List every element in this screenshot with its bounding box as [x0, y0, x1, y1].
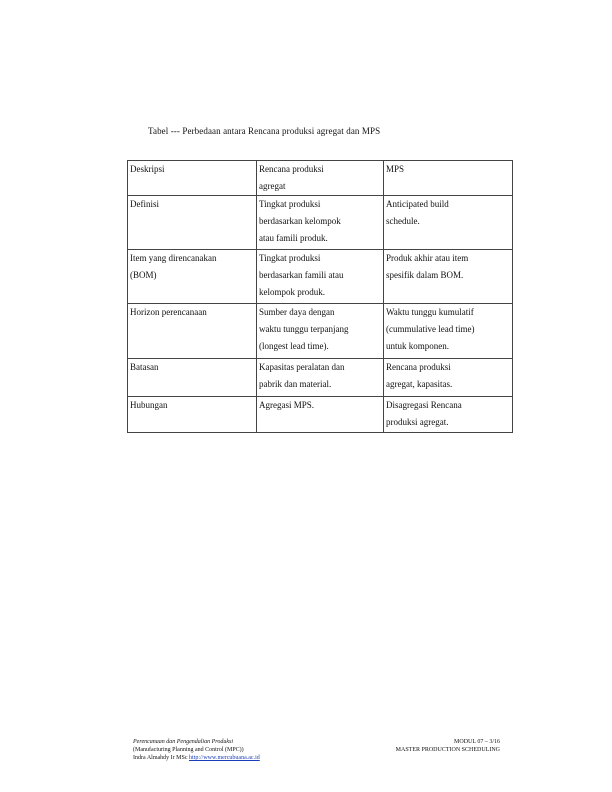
- table-cell-c2: [257, 304, 384, 359]
- cell-text-line: waktu tunggu terpanjang: [259, 324, 349, 334]
- cell-text-line: berdasarkan kelompok: [259, 216, 341, 226]
- cell-text-line: (cummulative lead time): [386, 324, 475, 334]
- table-row: [128, 359, 513, 397]
- table-cell-c2: [257, 250, 384, 304]
- cell-text-line: Hubungan: [130, 400, 168, 410]
- table-cell-c2: [257, 359, 384, 397]
- cell-text-line: atau famili produk.: [259, 233, 328, 243]
- footer-right: [396, 738, 500, 754]
- footer-module-title: MASTER PRODUCTION SCHEDULING: [395, 747, 500, 753]
- cell-text-line: kelompok produk.: [259, 287, 325, 297]
- cell-text-line: Produk akhir atau item: [386, 253, 469, 263]
- cell-text-line: Deskripsi: [130, 164, 165, 174]
- table-cell-c3: [384, 397, 513, 433]
- footer-left: [133, 738, 260, 762]
- table-caption: Tabel --- Perbedaan antara Rencana produksi agregat dan MPS: [148, 126, 381, 136]
- footer-course-subtitle: (Manufacturing Planning and Control (MPC)): [133, 747, 244, 753]
- cell-text-line: Disagregasi Rencana: [386, 400, 462, 410]
- table-cell-c1: [128, 250, 257, 304]
- table-cell-c3: [384, 250, 513, 304]
- table-cell-c2: [257, 196, 384, 250]
- cell-text-line: Rencana produksi: [386, 362, 451, 372]
- cell-text-line: Tingkat produksi: [259, 253, 321, 263]
- cell-text-line: Item yang direncanakan: [130, 253, 217, 263]
- table-cell-c3: [384, 196, 513, 250]
- comparison-table: [127, 160, 513, 433]
- cell-text-line: (BOM): [130, 270, 157, 280]
- cell-text-line: Rencana produksi: [259, 164, 324, 174]
- cell-text-line: agregat, kapasitas.: [386, 379, 453, 389]
- cell-text-line: agregat: [259, 181, 286, 191]
- table-cell-c1: [128, 161, 257, 196]
- cell-text-line: Anticipated build: [386, 199, 449, 209]
- cell-text-line: pabrik dan material.: [259, 379, 332, 389]
- table-cell-c2: [257, 397, 384, 433]
- table-cell-c3: [384, 304, 513, 359]
- cell-text-line: berdasarkan famili atau: [259, 270, 344, 280]
- footer-author: Indra Almahdy Ir MSc: [133, 755, 189, 761]
- cell-text-line: Kapasitas peralatan dan: [259, 362, 345, 372]
- table-cell-c1: [128, 397, 257, 433]
- cell-text-line: spesifik dalam BOM.: [386, 270, 464, 280]
- footer-website-link[interactable]: http://www.mercubuana.ac.id: [189, 755, 260, 761]
- cell-text-line: Sumber daya dengan: [259, 307, 335, 317]
- cell-text-line: Agregasi MPS.: [259, 400, 315, 410]
- cell-text-line: Batasan: [130, 362, 159, 372]
- table-cell-c1: [128, 304, 257, 359]
- cell-text-line: Definisi: [130, 199, 159, 209]
- table-row: [128, 397, 513, 433]
- table-row: [128, 250, 513, 304]
- cell-text-line: schedule.: [386, 216, 420, 226]
- table-cell-c1: [128, 196, 257, 250]
- table-cell-c2: [257, 161, 384, 196]
- cell-text-line: (longest lead time).: [259, 341, 329, 351]
- cell-text-line: Horizon perencanaan: [130, 307, 207, 317]
- table-row: [128, 304, 513, 359]
- table-cell-c3: [384, 359, 513, 397]
- table-row: [128, 161, 513, 196]
- footer-author-line: [133, 754, 260, 762]
- table-cell-c3: [384, 161, 513, 196]
- cell-text-line: produksi agregat.: [386, 417, 449, 427]
- table-row: [128, 196, 513, 250]
- footer-module-number: MODUL 07 – 3/16: [454, 739, 500, 745]
- cell-text-line: Waktu tunggu kumulatif: [386, 307, 474, 317]
- cell-text-line: Tingkat produksi: [259, 199, 321, 209]
- table-cell-c1: [128, 359, 257, 397]
- cell-text-line: untuk komponen.: [386, 341, 449, 351]
- footer-course-title: Perencanaan dan Pengendalian Produksi: [133, 739, 234, 745]
- cell-text-line: MPS: [386, 164, 405, 174]
